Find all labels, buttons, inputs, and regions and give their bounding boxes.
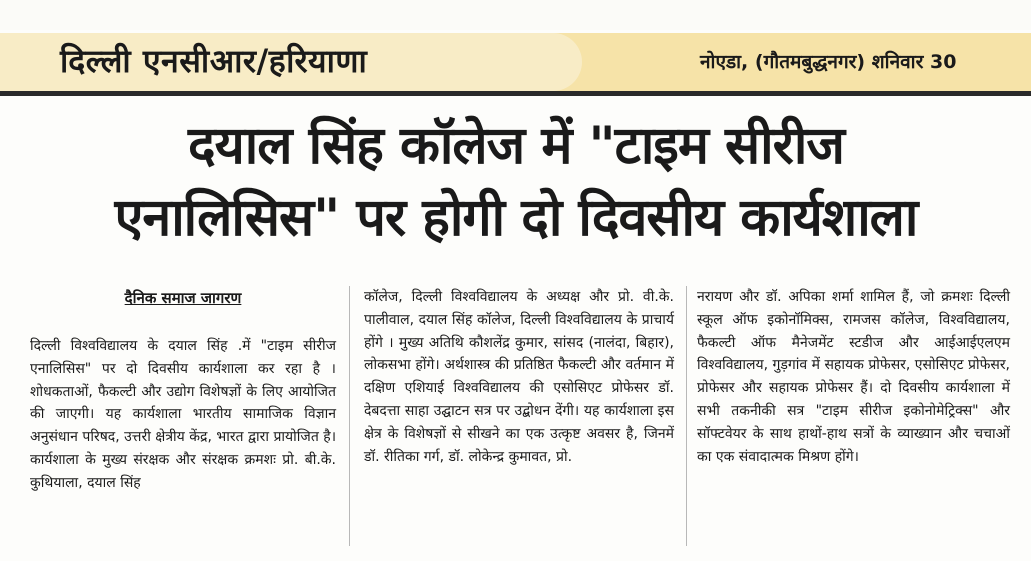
article-column-1: दिल्ली विश्वविद्यालय के दयाल सिंह .में "टाइम सीरीज एनालिसिस" पर दो दिवसीय कार्यशाला कर रहा है । शोधकताओं, फैकल्टी और उद्योग विशेषज्ञों के लिए आयोजित की जाएगी। यह कार्यशाला भारतीय सामाजिक विज्ञान अनुसंधान परिषद, उत्तरी क्षेत्रीय केंद्र, भारत द्वारा प्रायोजित है। कार्यशाला के मुख्य संरक्षक और संरक्षक क्रमशः प्रो. बी.के. कुथियाला, दयाल सिंह bbox=[30, 338, 336, 491]
section-title: दिल्ली एनसीआर/हरियाणा bbox=[60, 42, 368, 80]
section-label-pill bbox=[0, 33, 582, 91]
column-divider bbox=[686, 286, 687, 546]
headline-line-1: दयाल सिंह कॉलेज में "टाइम सीरीज bbox=[188, 116, 844, 176]
section-header-band bbox=[0, 33, 1031, 91]
dateline: नोएडा, (गौतमबुद्धनगर) शनिवार 30 bbox=[700, 51, 957, 73]
headline-line-2: एनालिसिस" पर होगी दो दिवसीय कार्यशाला bbox=[114, 188, 918, 248]
page-top-margin bbox=[0, 0, 1031, 30]
byline: दैनिक समाज जागरण bbox=[124, 289, 242, 307]
article-headline bbox=[20, 110, 1012, 254]
column-divider bbox=[349, 286, 350, 546]
article-column-2: कॉलेज, दिल्ली विश्वविद्यालय के अध्यक्ष और प्रो. वी.के. पालीवाल, दयाल सिंह कॉलेज, दिल्ली विश्वविद्यालय के प्राचार्य होंगे । मुख्य अतिथि कौशलेंद्र कुमार, सांसद (नालंदा, बिहार), लोकसभा होंगे। अर्थशास्त्र की प्रतिष्ठित फैकल्टी और वर्तमान में दक्षिण एशियाई विश्वविद्यालय की एसोसिएट प्रोफेसर डॉ. देबदत्ता साहा उद्घाटन सत्र पर उद्बोधन देंगी। यह कार्यशाला इस क्षेत्र के विशेषज्ञों से सीखने का एक उत्कृष्ट अवसर है, जिनमें डॉ. रीतिका गर्ग, डॉ. लोकेन्द्र कुमावत, प्रो. bbox=[364, 289, 674, 465]
article-column-3: नरायण और डॉ. अपिका शर्मा शामिल हैं, जो क्रमशः दिल्ली स्कूल ऑफ इकोनॉमिक्स, रामजस कॉलेज, विश्वविद्यालय, फैकल्टी ऑफ मैनेजमेंट स्टडीज और आईआईएलएम विश्वविद्यालय, गुड़गांव में सहायक प्रोफेसर, एसोसिएट प्रोफेसर, प्रोफेसर और सहायक प्रोफेसर हैं। दो दिवसीय कार्यशाला में सभी तकनीकी सत्र "टाइम सीरीज इकोनोमेट्रिक्स" और सॉफ्टवेयर के साथ हाथों-हाथ सत्रों के व्याख्यान और चचाओं का एक संवादात्मक मिश्रण होंगे। bbox=[697, 289, 1010, 465]
